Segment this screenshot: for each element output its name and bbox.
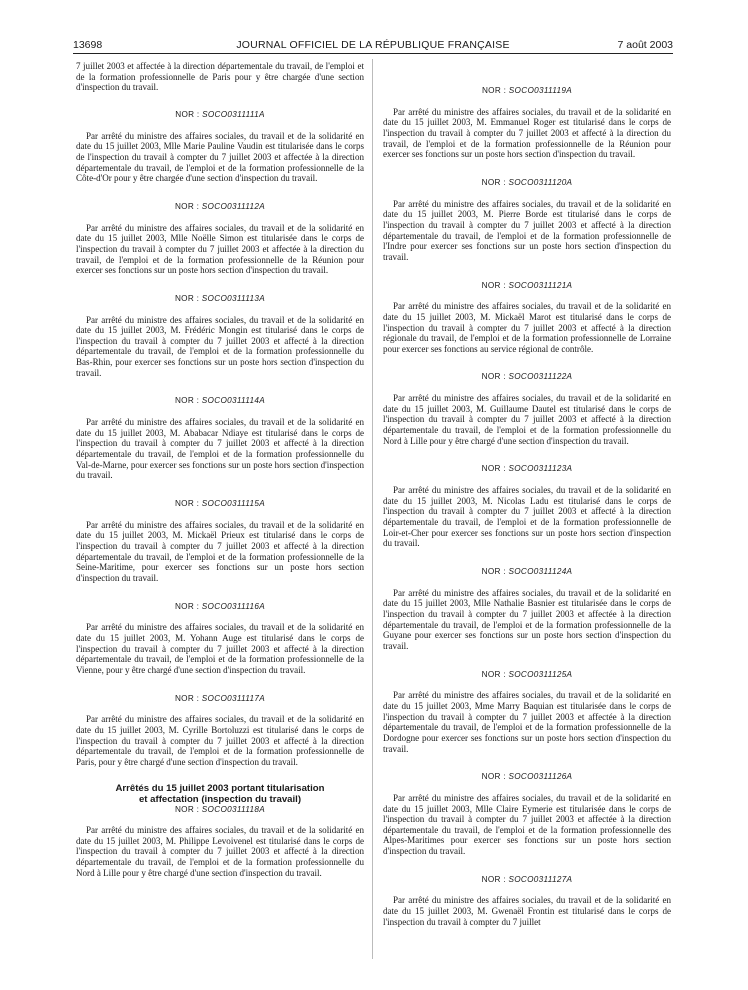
- decree-paragraph: Par arrêté du ministre des affaires sociales, du travail et de la solidarité en date du 15 juillet 2003, M. Emmanuel Roger est titularisé dans le corps de l'inspection du travail à compter du 7 juillet 2003 et affecté à la direction du travail, de l'emploi et de la formation professionnelle de la Réunion pour exercer ses fonctions sur un poste hors section d'inspection du travail.: [383, 106, 671, 160]
- nor-reference: NOR : SOCO0311122A: [481, 372, 573, 382]
- nor-reference: NOR : SOCO0311119A: [481, 86, 573, 95]
- nor-reference: NOR : SOCO0311111A: [175, 109, 265, 119]
- nor-reference: NOR : SOCO0311116A: [174, 601, 266, 611]
- decree-paragraph: Par arrêté du ministre des affaires sociales, du travail et de la solidarité en date du 15 juillet 2003, M. Guillaume Dautel est titularisé dans le corps de l'inspection du travail à compter du 7 juillet 2003 et affecté à la direction départementale du travail, de l'emploi et de la formation professionnelle du Nord à Lille pour y être chargé d'une section d'inspection du travail.: [383, 393, 671, 446]
- decree-paragraph: Par arrêté du ministre des affaires sociales, du travail et de la solidarité en date du 15 juillet 2003, Mlle Nathalie Basnier est titularisée dans le corps de l'inspection du travail à compter du 7 juillet 2003 et affectée à la direction départementale du travail, de l'emploi et de la formation professionnelle de la Guyane pour exercer ses fonctions sur un poste hors section d'inspection du travail.: [383, 587, 671, 651]
- decree-paragraph: Par arrêté du ministre des affaires sociales, du travail et de la solidarité en date du 15 juillet 2003, M. Mickaël Marot est titularisé dans le corps de l'inspection du travail à compter du 7 juillet 2003 et affecté à la direction régionale du travail, de l'emploi et de la formation professionnelle de Lorraine pour exercer ses fonctions au service régional de contrôle.: [383, 301, 671, 354]
- column-divider: [372, 59, 373, 959]
- section-heading-line2: et affectation (inspection du travail): [138, 793, 302, 805]
- page-number: 13698: [73, 39, 103, 51]
- page-header: [73, 39, 673, 54]
- decree-paragraph: Par arrêté du ministre des affaires sociales, du travail et de la solidarité en date du 15 juillet 2003, M. Philippe Levoivenel est titularisé dans le corps de l'inspection du travail à compter du 7 juillet 2003 et affecté à la direction départementale du travail, de l'emploi et de la formation professionnelle du Nord à Lille pour y être chargé d'une section d'inspection du travail.: [76, 825, 364, 878]
- section-heading: [76, 783, 364, 805]
- nor-reference: NOR : SOCO0311120A: [481, 177, 573, 187]
- decree-paragraph: Par arrêté du ministre des affaires sociales, du travail et de la solidarité en date du 15 juillet 2003, M. Frédéric Mongin est titularisé dans le corps de l'inspection du travail à compter du 7 juillet 2003 et affecté à la direction départementale du travail, de l'emploi et de la formation professionnelle du Bas-Rhin, pour exercer ses fonctions sur un poste hors section d'inspection du travail.: [76, 314, 364, 378]
- section-heading-line1: Arrêtés du 15 juillet 2003 portant titularisation: [115, 782, 325, 794]
- nor-reference: NOR : SOCO0311117A: [174, 693, 266, 703]
- journal-title: JOURNAL OFFICIEL DE LA RÉPUBLIQUE FRANÇAISE: [236, 39, 510, 51]
- nor-reference: NOR : SOCO0311125A: [481, 669, 573, 679]
- decree-paragraph: Par arrêté du ministre des affaires sociales, du travail et de la solidarité en date du 15 juillet 2003, Mlle Claire Eymerie est titularisée dans le corps de l'inspection du travail à compter du 7 juillet 2003 et affectée à la direction départementale du travail, de l'emploi et de la formation professionnelle des Alpes-Maritimes pour exercer ses fonctions sur un poste hors section d'inspection du travail.: [383, 792, 671, 857]
- nor-reference: NOR : SOCO0311115A: [174, 499, 266, 509]
- nor-reference: NOR : SOCO0311123A: [481, 464, 573, 474]
- left-column: [76, 61, 364, 878]
- decree-paragraph: Par arrêté du ministre des affaires sociales, du travail et de la solidarité en date du 15 juillet 2003, M. Mickaël Prieux est titularisé dans le corps de l'inspection du travail à compter du 7 juillet 2003 et affecté à la direction départementale du travail, de l'emploi et de la formation professionnelle de la Seine-Maritime, pour exercer ses fonctions sur un poste hors section d'inspection du travail.: [76, 519, 364, 583]
- decree-paragraph: Par arrêté du ministre des affaires sociales, du travail et de la solidarité en date du 15 juillet 2003, Mlle Noëlle Simon est titularisée dans le corps de l'inspection du travail à compter du 7 juillet 2003 et affectée à la direction du travail, de l'emploi et de la formation professionnelle de la Réunion pour exercer ses fonctions sur un poste hors section d'inspection du travail.: [76, 222, 364, 276]
- nor-reference: NOR : SOCO0311121A: [481, 280, 573, 290]
- decree-paragraph: Par arrêté du ministre des affaires sociales, du travail et de la solidarité en date du 15 juillet 2003, M. Yohann Auge est titularisé dans le corps de l'inspection du travail à compter du 7 juillet 2003 et affecté à la direction départementale du travail, de l'emploi et de la formation professionnelle de la Vienne, pour y être chargé d'une section d'inspection du travail.: [76, 622, 364, 675]
- decree-paragraph: Par arrêté du ministre des affaires sociales, du travail et de la solidarité en date du 15 juillet 2003, Mme Marry Baquian est titularisée dans le corps de l'inspection du travail à compter du 7 juillet 2003 et affectée à la direction départementale du travail, de l'emploi et de la formation professionnelle de la Dordogne pour exercer ses fonctions sur un poste hors section d'inspection du travail.: [383, 690, 671, 754]
- decree-paragraph: Par arrêté du ministre des affaires sociales, du travail et de la solidarité en date du 15 juillet 2003, M. Ababacar Ndiaye est titularisé dans le corps de l'inspection du travail à compter du 7 juillet 2003 et affecté à la direction départementale du travail, de l'emploi et de la formation professionnelle du Val-de-Marne, pour exercer ses fonctions sur un poste hors section d'inspection du travail.: [76, 417, 364, 481]
- decree-paragraph: Par arrêté du ministre des affaires sociales, du travail et de la solidarité en date du 15 juillet 2003, Mlle Marie Pauline Vaudin est titularisée dans le corps de l'inspection du travail à compter du 7 juillet 2003 et affectée à la direction départementale du travail, de l'emploi et de la formation professionnelle de la Côte-d'Or pour y être chargée d'une section d'inspection du travail.: [76, 130, 364, 184]
- decree-paragraph: Par arrêté du ministre des affaires sociales, du travail et de la solidarité en date du 15 juillet 2003, M. Pierre Borde est titularisé dans le corps de l'inspection du travail à compter du 7 juillet 2003 et affecté à la direction départementale du travail, de l'emploi et de la formation professionnelle de l'Indre pour exercer ses fonctions sur un poste hors section d'inspection du travail.: [383, 198, 671, 262]
- nor-reference: NOR : SOCO0311113A: [174, 293, 266, 303]
- nor-reference: NOR : SOCO0311114A: [174, 396, 266, 406]
- nor-reference: NOR : SOCO0311112A: [174, 201, 266, 211]
- right-column: [383, 61, 671, 927]
- issue-date: 7 août 2003: [617, 39, 673, 51]
- decree-paragraph: Par arrêté du ministre des affaires sociales, du travail et de la solidarité en date du 15 juillet 2003, M. Gwenaël Frontin est titularisé dans le corps de l'inspection du travail à compter du 7 juillet: [383, 895, 671, 927]
- continuation-paragraph: 7 juillet 2003 et affectée à la direction départementale du travail, de l'emploi et de la formation professionnelle de Paris pour y être chargée d'une section d'inspection du travail.: [76, 61, 364, 93]
- nor-reference: NOR : SOCO0311124A: [481, 567, 573, 576]
- nor-reference: NOR : SOCO0311126A: [481, 772, 573, 782]
- nor-reference: NOR : SOCO0311127A: [481, 874, 573, 884]
- decree-paragraph: Par arrêté du ministre des affaires sociales, du travail et de la solidarité en date du 15 juillet 2003, M. Cyrille Bortoluzzi est titularisé dans le corps de l'inspection du travail à compter du 7 juillet 2003 et affecté à la direction départementale du travail, de l'emploi et de la formation professionnelle de Paris, pour y être chargé d'une section d'inspection du travail.: [76, 714, 364, 767]
- nor-reference: NOR : SOCO0311118A: [174, 804, 266, 814]
- decree-paragraph: Par arrêté du ministre des affaires sociales, du travail et de la solidarité en date du 15 juillet 2003, M. Nicolas Ladu est titularisé dans le corps de l'inspection du travail à compter du 7 juillet 2003 et affecté à la direction départementale du travail, de l'emploi et de la formation professionnelle de Loir-et-Cher pour exercer ses fonctions sur un poste hors section d'inspection du travail.: [383, 485, 671, 549]
